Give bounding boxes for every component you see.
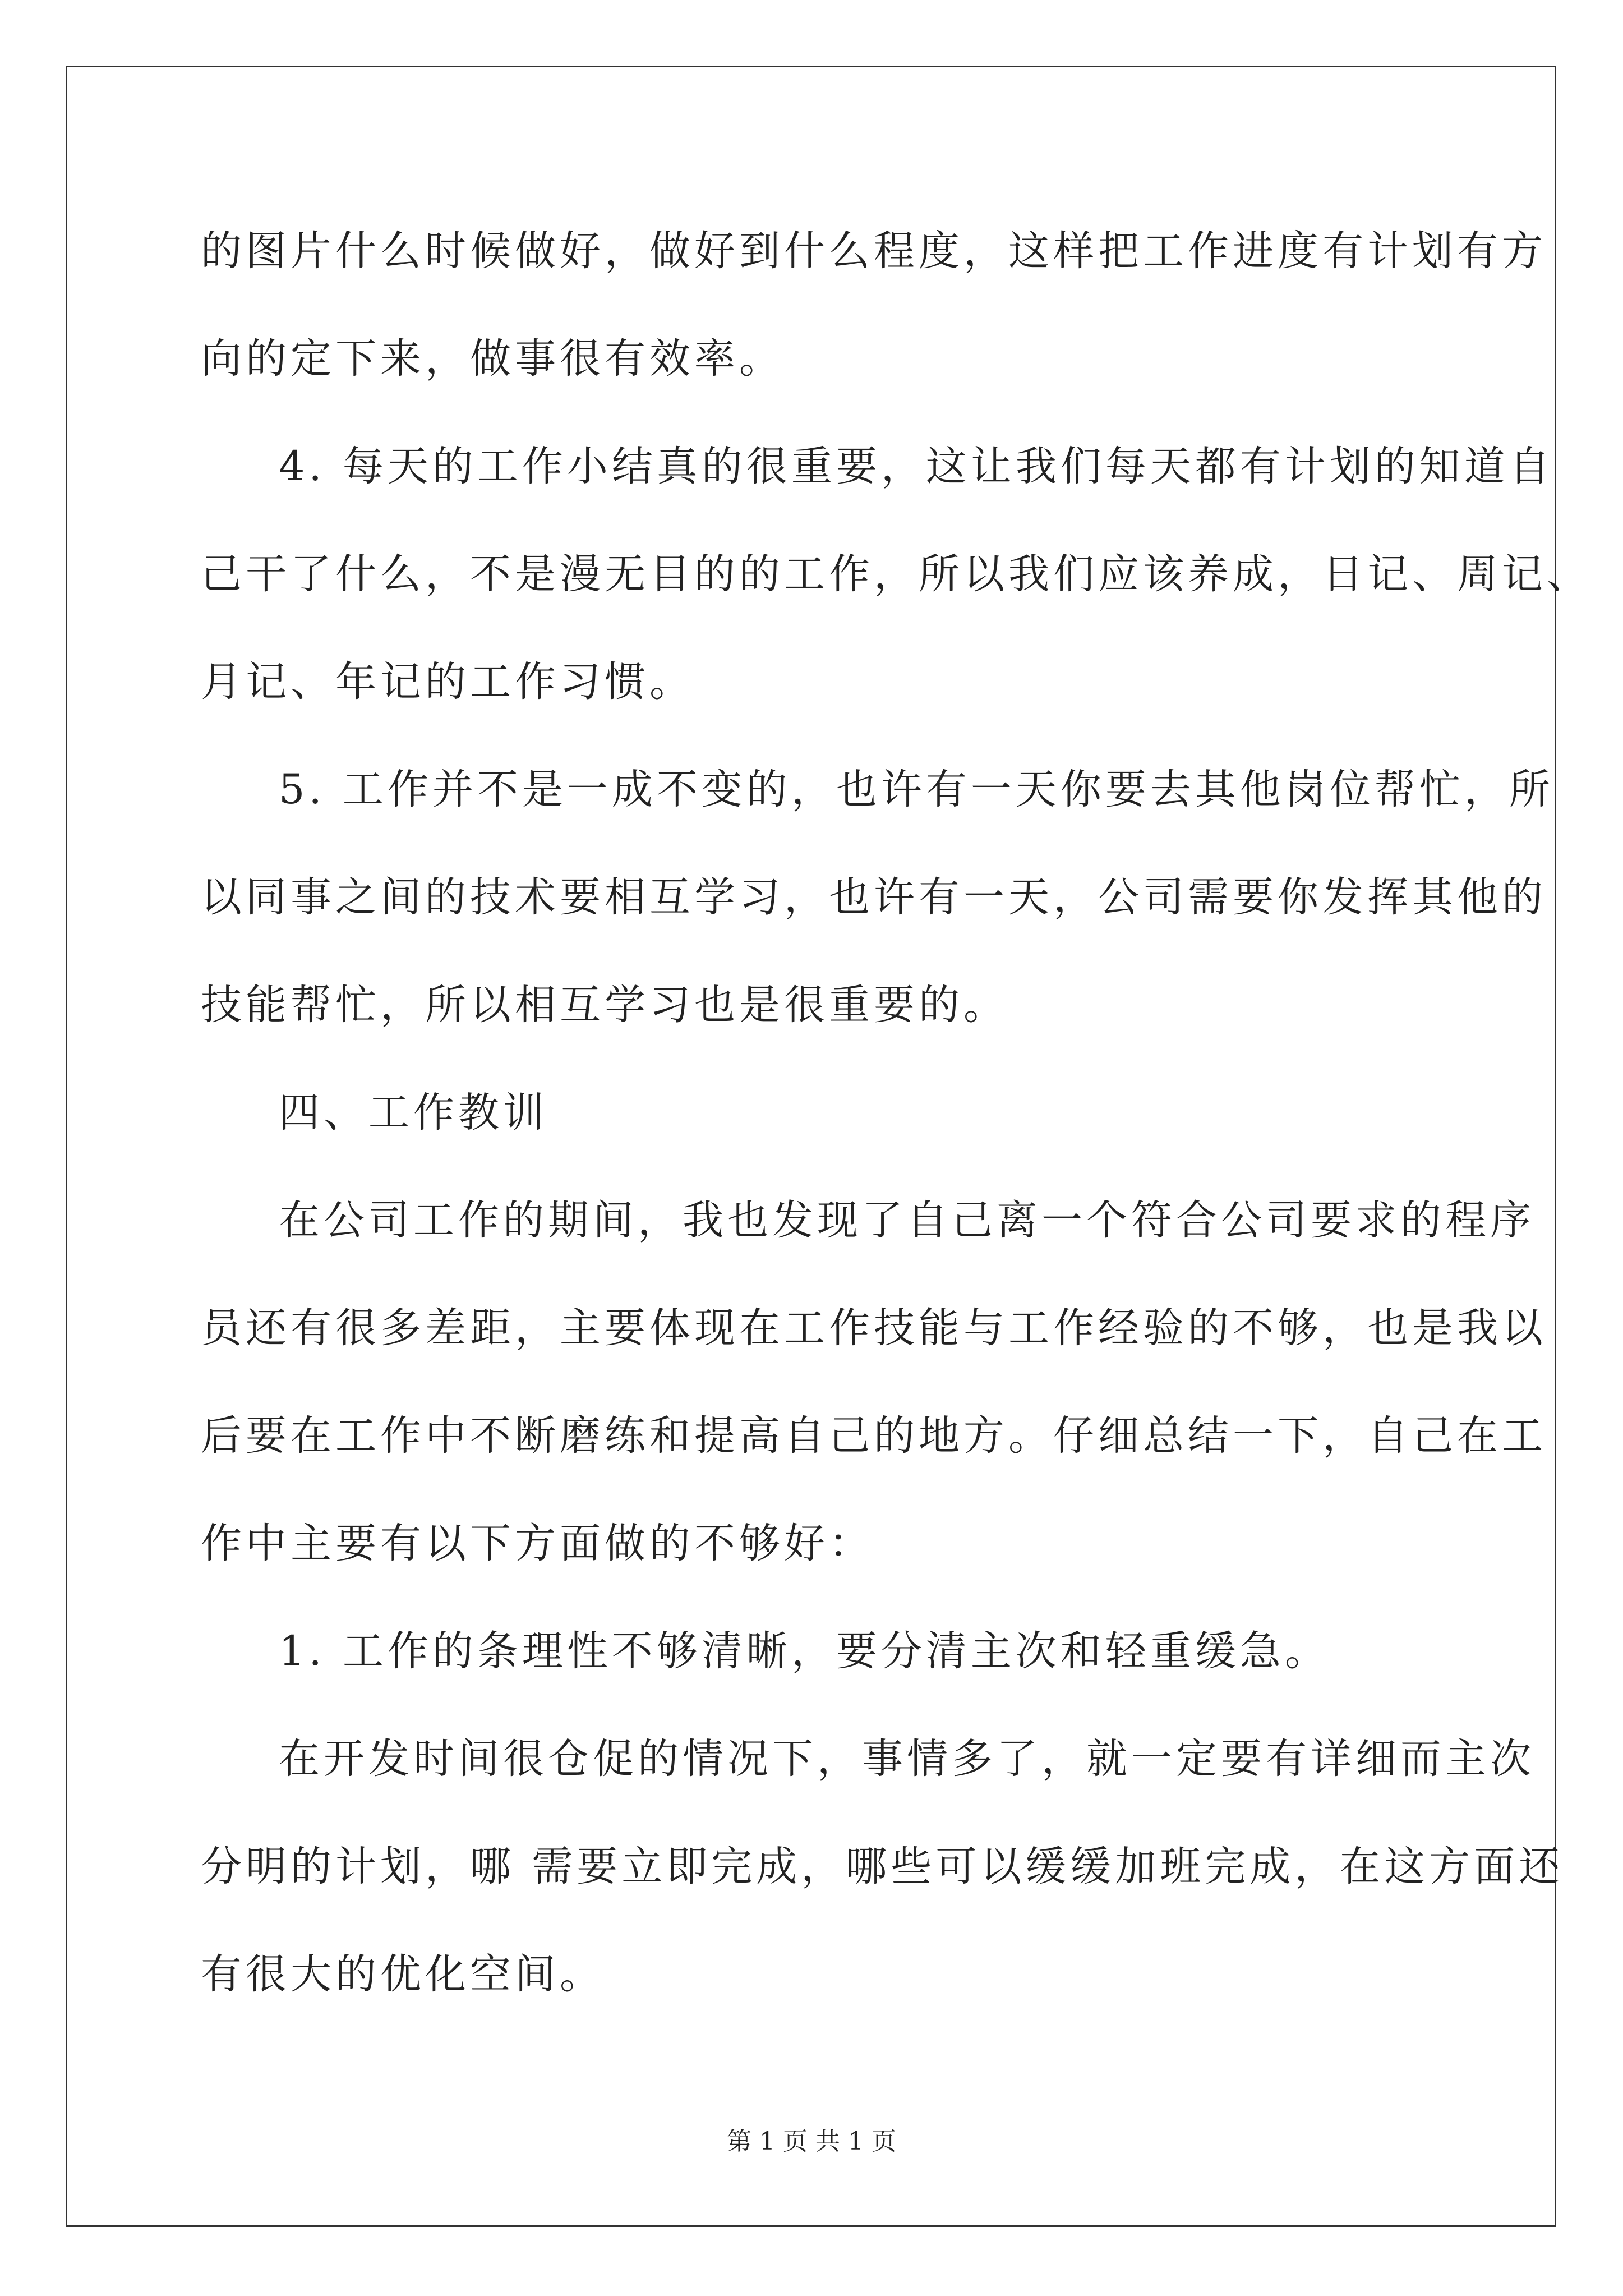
body-line: 的图片什么时候做好，做好到什么程度，这样把工作进度有计划有方 [201,227,1547,275]
body-line: 有很大的优化空间。 [201,1950,605,1998]
body-line: 分明的计划，哪 需要立即完成，哪些可以缓缓加班完成，在这方面还 [201,1843,1564,1890]
list-item-1: 1. 工作的条理性不够清晰，要分清主次和轻重缓急。 [279,1627,1330,1675]
body-line: 以同事之间的技术要相互学习，也许有一天，公司需要你发挥其他的 [201,873,1547,921]
list-item-5: 5. 工作并不是一成不变的，也许有一天你要去其他岗位帮忙，所 [279,766,1554,813]
body-line: 后要在工作中不断磨练和提高自己的地方。仔细总结一下，自己在工 [201,1412,1547,1460]
body-line: 己干了什么，不是漫无目的的工作，所以我们应该养成，日记、周记、 [201,550,1592,598]
body-line: 员还有很多差距，主要体现在工作技能与工作经验的不够，也是我以 [201,1304,1547,1352]
body-line: 技能帮忙，所以相互学习也是很重要的。 [201,981,1008,1029]
list-item-4: 4. 每天的工作小结真的很重要，这让我们每天都有计划的知道自 [279,443,1554,490]
paragraph-start: 在开发时间很仓促的情况下，事情多了，就一定要有详细而主次 [279,1735,1535,1783]
body-line: 作中主要有以下方面做的不够好： [201,1520,874,1567]
page-border [66,66,1556,2227]
paragraph-start: 在公司工作的期间，我也发现了自己离一个符合公司要求的程序 [279,1197,1535,1244]
page-number-footer: 第 1 页 共 1 页 [727,2127,896,2156]
section-heading: 四、工作教训 [279,1089,548,1137]
body-line: 向的定下来，做事很有效率。 [201,335,784,383]
body-line: 月记、年记的工作习惯。 [201,658,694,706]
